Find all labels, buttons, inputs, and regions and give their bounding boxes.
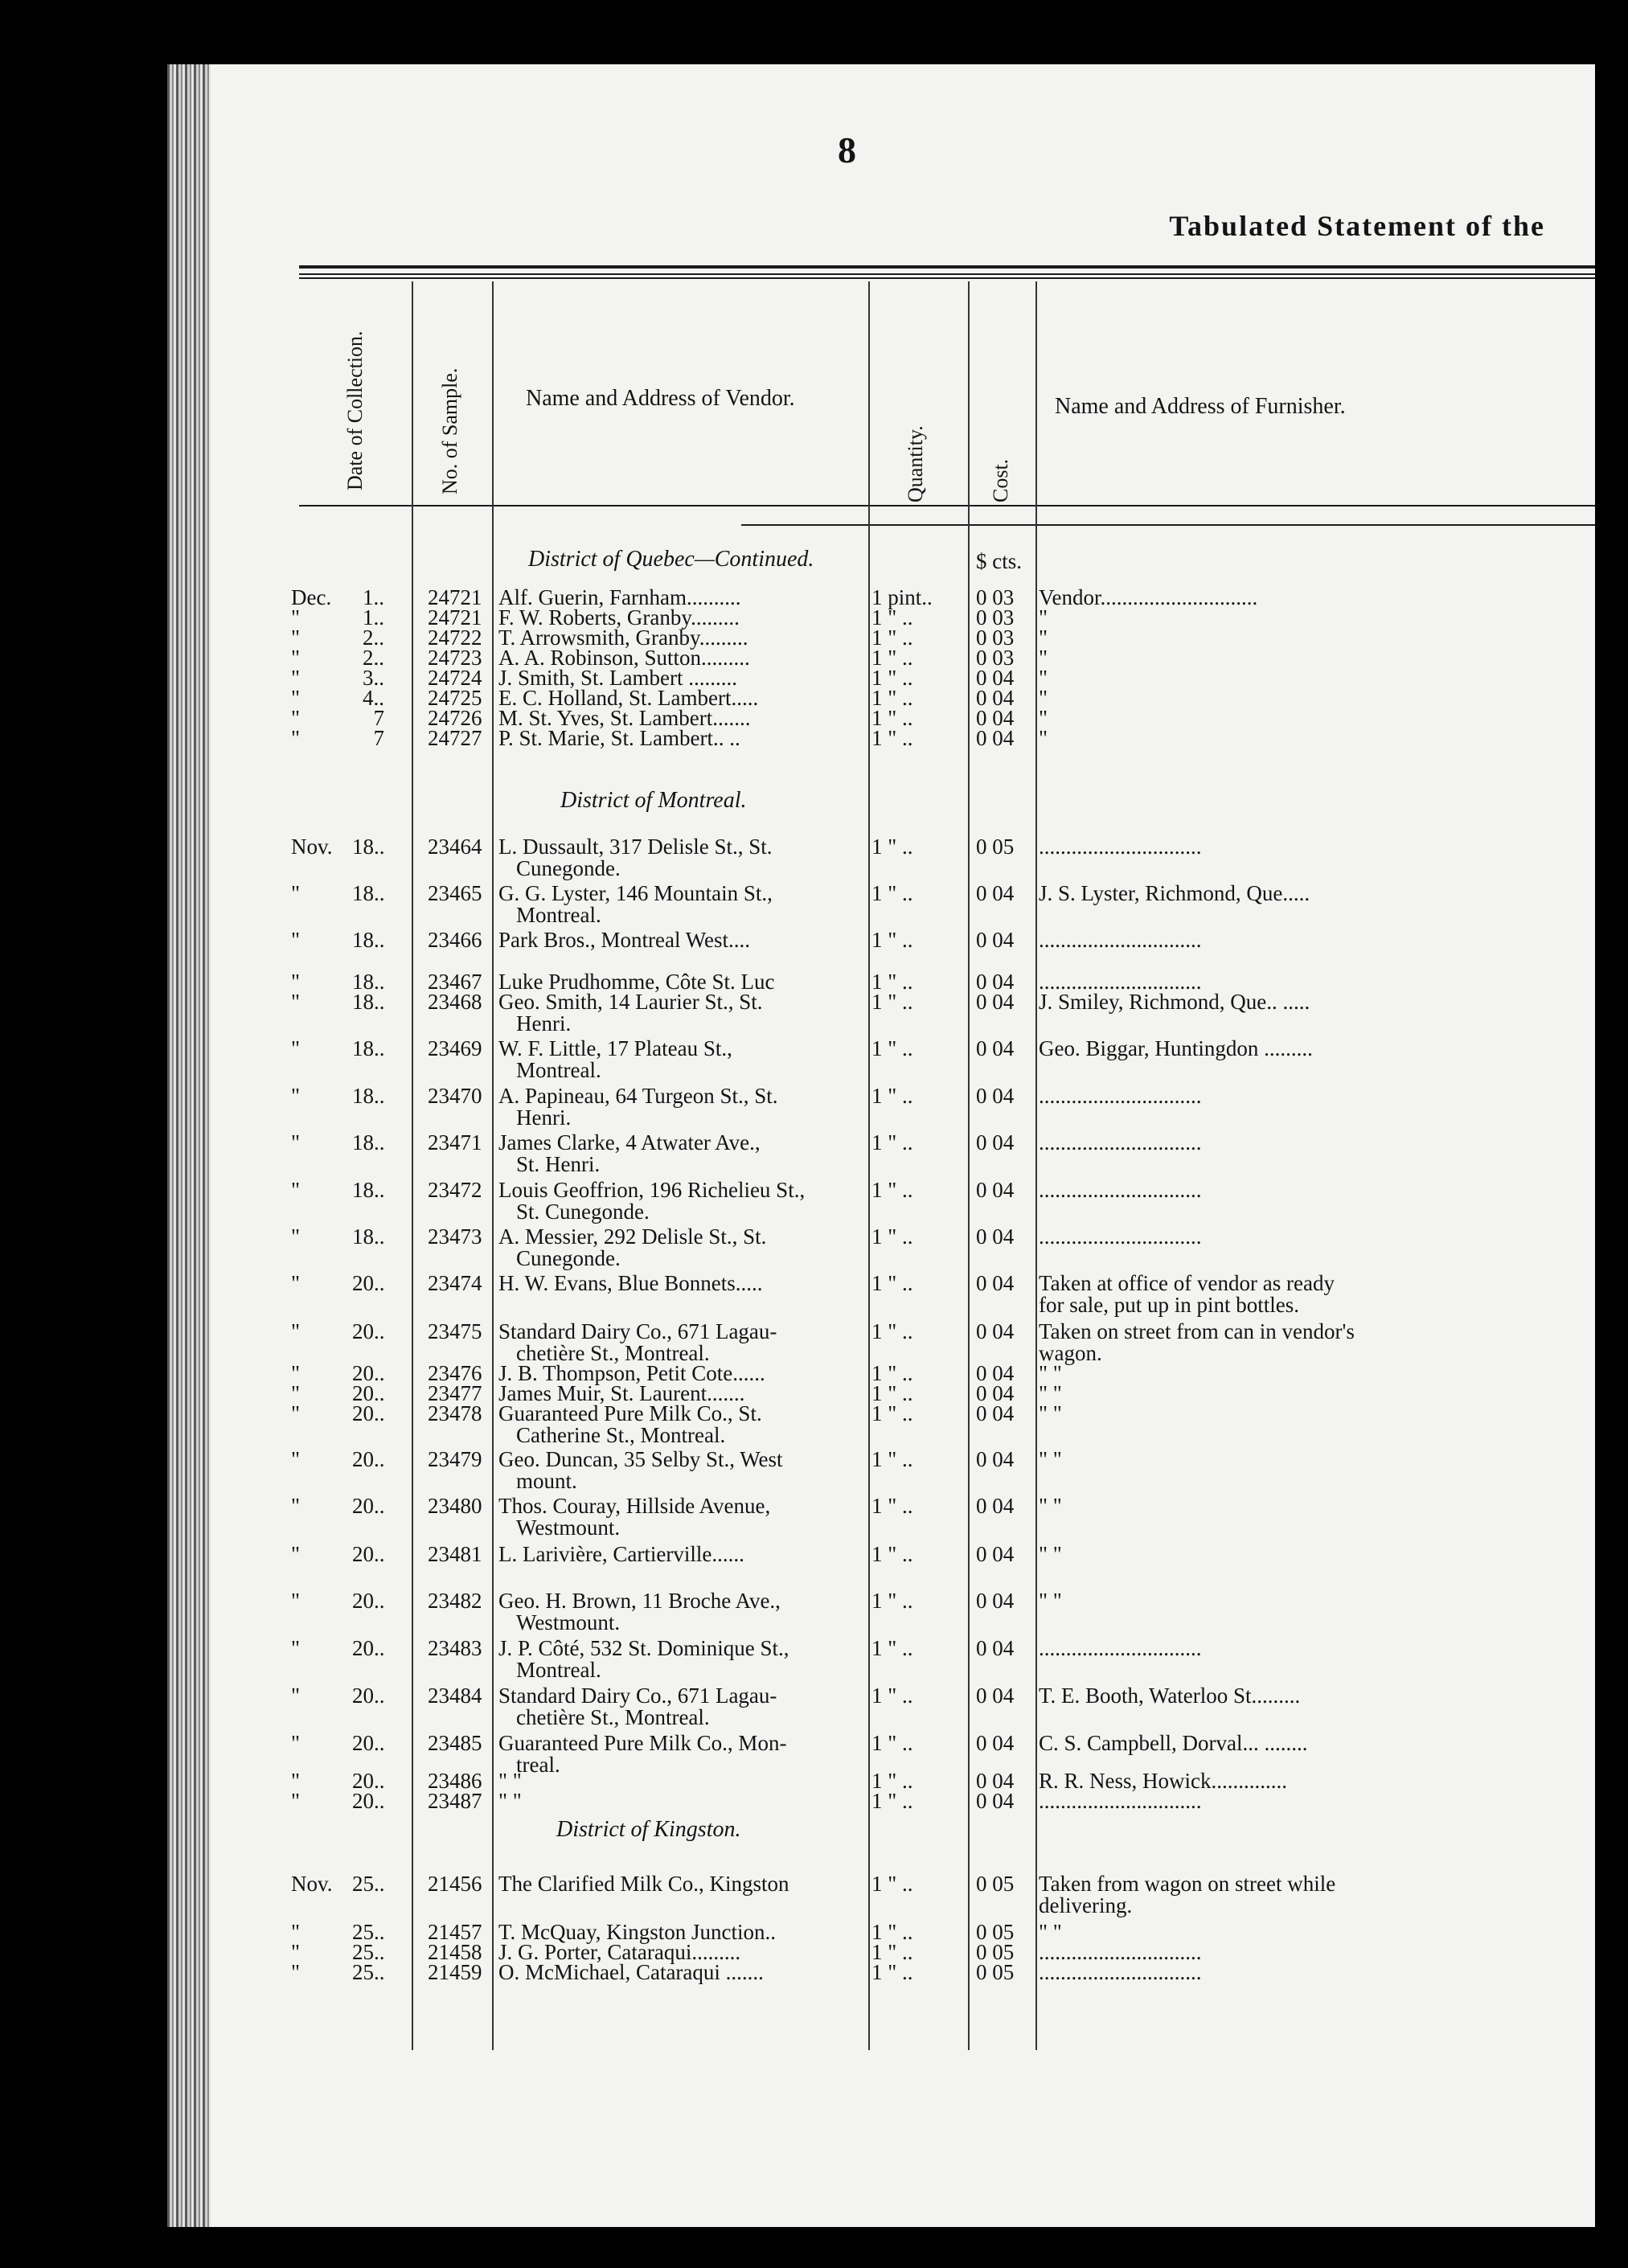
column-header-sample: No. of Sample. [438,367,461,494]
quantity: 1 " .. [871,1447,913,1471]
quantity: 1 " .. [871,1960,913,1984]
quantity: 1 " .. [871,605,913,630]
sample-number: 23478 [428,1401,482,1425]
furnisher-continued: for sale, put up in pint bottles. [1039,1293,1299,1317]
vendor-name: O. McMichael, Cataraqui ....... [498,1960,764,1984]
furnisher: Taken from wagon on street while [1039,1872,1336,1896]
cost: 0 04 [976,1271,1015,1295]
date-day: 18.. [352,835,385,859]
date-day: 20.. [352,1589,385,1613]
sample-number: 23487 [428,1789,482,1813]
sample-number: 24725 [428,686,482,710]
date-day: 25.. [352,1872,385,1896]
vendor-name: H. W. Evans, Blue Bonnets..... [498,1271,763,1295]
date-month: " [291,1960,301,1984]
vendor-name: J. B. Thompson, Petit Cote...... [498,1361,765,1385]
quantity: 1 " .. [871,928,913,952]
date-day: 20.. [352,1636,385,1660]
district-heading: District of Quebec—Continued. [528,547,814,572]
furnisher: .............................. [1039,835,1202,859]
date-day: 18.. [352,1130,385,1155]
sample-number: 23486 [428,1769,482,1793]
cost: 0 04 [976,726,1015,750]
date-day: 20.. [352,1684,385,1708]
sample-number: 23473 [428,1224,482,1249]
date-day: 20.. [352,1731,385,1755]
furnisher: .............................. [1039,1224,1202,1249]
vendor-name: Luke Prudhomme, Côte St. Luc [498,970,775,994]
quantity: 1 " .. [871,1036,913,1060]
date-day: 20.. [352,1361,385,1385]
vendor-name: Standard Dairy Co., 671 Lagau- [498,1684,777,1708]
date-day: 4.. [363,686,384,710]
date-month: " [291,1361,301,1385]
furnisher: T. E. Booth, Waterloo St......... [1039,1684,1301,1708]
quantity: 1 " .. [871,990,913,1014]
sample-number: 21458 [428,1940,482,1964]
quantity: 1 " .. [871,1872,913,1896]
sample-number: 23484 [428,1684,482,1708]
vendor-name: P. St. Marie, St. Lambert.. .. [498,726,740,750]
furnisher: .............................. [1039,1130,1202,1155]
furnisher: .............................. [1039,970,1202,994]
sample-number: 23464 [428,835,482,859]
date-day: 18.. [352,990,385,1014]
book-page-edges [167,64,215,2227]
sample-number: 24723 [428,646,482,670]
quantity: 1 " .. [871,1130,913,1155]
sample-number: 24727 [428,726,482,750]
date-month: " [291,1636,301,1660]
cost: 0 04 [976,706,1015,730]
date-day: 20.. [352,1319,385,1343]
furnisher: " " [1039,1542,1062,1566]
date-day: 7 [373,706,384,730]
vendor-name-continued: Henri. [516,1105,572,1130]
furnisher: " " [1039,1381,1062,1405]
furnisher: R. R. Ness, Howick.............. [1039,1769,1287,1793]
date-month: " [291,625,301,650]
date-month: " [291,1130,301,1155]
cost: 0 04 [976,1789,1015,1813]
date-month: Nov. [291,835,333,859]
vendor-name: A. Messier, 292 Delisle St., St. [498,1224,767,1249]
vendor-name-continued: treal. [516,1753,560,1777]
sample-number: 23467 [428,970,482,994]
furnisher: " [1039,686,1048,710]
cost: 0 05 [976,1940,1015,1964]
vendor-name: Geo. Duncan, 35 Selby St., West [498,1447,783,1471]
date-month: " [291,1789,301,1813]
sample-number: 24721 [428,585,482,609]
cost: 0 03 [976,605,1015,630]
vendor-name: The Clarified Milk Co., Kingston [498,1872,789,1896]
date-day: 20.. [352,1447,385,1471]
column-header-cost: Cost. [989,458,1012,502]
cost: 0 04 [976,990,1015,1014]
quantity: 1 " .. [871,1178,913,1202]
sample-number: 23468 [428,990,482,1014]
vendor-name-continued: Henri. [516,1011,572,1036]
quantity: 1 " .. [871,1940,913,1964]
column-header-furnisher: Name and Address of Furnisher. [1055,394,1346,419]
furnisher: " [1039,605,1048,630]
furnisher: " [1039,625,1048,650]
furnisher: C. S. Campbell, Dorval... ........ [1039,1731,1308,1755]
quantity: 1 pint.. [871,585,933,609]
date-day: 18.. [352,1224,385,1249]
cost: 0 04 [976,1494,1015,1518]
date-month: " [291,646,301,670]
vendor-name: J. G. Porter, Cataraqui......... [498,1940,741,1964]
cost: 0 05 [976,835,1015,859]
column-header-quantity: Quantity. [904,425,927,502]
date-day: 18.. [352,1178,385,1202]
date-day: 20.. [352,1271,385,1295]
vendor-name: A. Papineau, 64 Turgeon St., St. [498,1084,778,1108]
date-day: 7 [373,726,384,750]
vendor-name: L. Dussault, 317 Delisle St., St. [498,835,773,859]
furnisher: Taken at office of vendor as ready [1039,1271,1335,1295]
furnisher: " " [1039,1447,1062,1471]
date-month: " [291,1381,301,1405]
column-divider [412,281,413,2050]
column-divider [968,281,970,2050]
cost: 0 04 [976,1542,1015,1566]
date-day: 18.. [352,970,385,994]
date-month: " [291,1224,301,1249]
sample-number: 21456 [428,1872,482,1896]
cost: 0 03 [976,585,1015,609]
date-month: " [291,970,301,994]
vendor-name: Geo. Smith, 14 Laurier St., St. [498,990,763,1014]
vendor-name-continued: St. Henri. [516,1152,601,1176]
sample-number: 23474 [428,1271,482,1295]
vendor-name-continued: Westmount. [516,1610,621,1634]
cost: 0 04 [976,1036,1015,1060]
date-day: 20.. [352,1381,385,1405]
vendor-name-continued: Catherine St., Montreal. [516,1423,726,1447]
date-month: Nov. [291,1872,333,1896]
document-page [211,64,1595,2227]
quantity: 1 " .. [871,1769,913,1793]
furnisher-continued: delivering. [1039,1893,1133,1917]
vendor-name-continued: Montreal. [516,903,601,927]
vendor-name-continued: mount. [516,1469,577,1493]
vendor-name: G. G. Lyster, 146 Mountain St., [498,881,773,905]
vendor-name-continued: chetière St., Montreal. [516,1341,710,1365]
vendor-name: James Muir, St. Laurent....... [498,1381,745,1405]
date-month: " [291,605,301,630]
quantity: 1 " .. [871,1401,913,1425]
sample-number: 23469 [428,1036,482,1060]
vendor-name: Geo. H. Brown, 11 Broche Ave., [498,1589,781,1613]
quantity: 1 " .. [871,1636,913,1660]
date-day: 25.. [352,1940,385,1964]
cost: 0 04 [976,881,1015,905]
quantity: 1 " .. [871,1494,913,1518]
vendor-name: F. W. Roberts, Granby......... [498,605,740,630]
sample-number: 23476 [428,1361,482,1385]
furnisher: " " [1039,1401,1062,1425]
furnisher: .............................. [1039,1940,1202,1964]
column-divider [868,281,870,2050]
sample-number: 23485 [428,1731,482,1755]
vendor-name-continued: Westmount. [516,1515,621,1540]
top-rule [299,265,1595,269]
vendor-name-continued: St. Cunegonde. [516,1200,650,1224]
furnisher: " " [1039,1494,1062,1518]
cost: 0 04 [976,1447,1015,1471]
sample-number: 21459 [428,1960,482,1984]
quantity: 1 " .. [871,1084,913,1108]
cost: 0 04 [976,1084,1015,1108]
cost: 0 05 [976,1960,1015,1984]
vendor-name: Guaranteed Pure Milk Co., St. [498,1401,762,1425]
vendor-name-continued: Cunegonde. [516,1246,621,1270]
vendor-name: Louis Geoffrion, 196 Richelieu St., [498,1178,806,1202]
cost: 0 04 [976,1361,1015,1385]
cost: 0 04 [976,1684,1015,1708]
sample-number: 23465 [428,881,482,905]
vendor-name-continued: chetière St., Montreal. [516,1705,710,1729]
date-day: 25.. [352,1920,385,1944]
sample-number: 23482 [428,1589,482,1613]
vendor-name: T. McQuay, Kingston Junction.. [498,1920,776,1944]
quantity: 1 " .. [871,686,913,710]
cost: 0 04 [976,1636,1015,1660]
date-month: " [291,881,301,905]
date-month: " [291,1319,301,1343]
cost: 0 04 [976,1769,1015,1793]
cost: 0 05 [976,1920,1015,1944]
vendor-name: Guaranteed Pure Milk Co., Mon- [498,1731,787,1755]
furnisher-continued: wagon. [1039,1341,1102,1365]
date-day: 1.. [363,585,384,609]
cost: 0 04 [976,1130,1015,1155]
cost: 0 04 [976,928,1015,952]
quantity: 1 " .. [871,1589,913,1613]
date-day: 20.. [352,1789,385,1813]
furnisher: .............................. [1039,1178,1202,1202]
quantity: 1 " .. [871,1920,913,1944]
quantity: 1 " .. [871,1731,913,1755]
quantity: 1 " .. [871,666,913,690]
vendor-name-continued: Montreal. [516,1058,601,1082]
date-day: 2.. [363,646,384,670]
sample-number: 23475 [428,1319,482,1343]
vendor-name: J. Smith, St. Lambert ......... [498,666,737,690]
quantity: 1 " .. [871,970,913,994]
furnisher: " [1039,666,1048,690]
cost: 0 04 [976,970,1015,994]
sample-number: 23472 [428,1178,482,1202]
vendor-name: E. C. Holland, St. Lambert..... [498,686,759,710]
sample-number: 23481 [428,1542,482,1566]
vendor-name: Park Bros., Montreal West.... [498,928,751,952]
quantity: 1 " .. [871,1224,913,1249]
date-month: " [291,1920,301,1944]
quantity: 1 " .. [871,646,913,670]
furnisher: J. Smiley, Richmond, Que.. ..... [1039,990,1310,1014]
cost: 0 04 [976,1319,1015,1343]
sample-number: 23466 [428,928,482,952]
date-month: " [291,928,301,952]
date-day: 18.. [352,1036,385,1060]
cost: 0 04 [976,686,1015,710]
date-month: " [291,1940,301,1964]
date-month: Dec. [291,585,332,609]
column-header-date: Date of Collection. [343,330,367,490]
vendor-name: Alf. Guerin, Farnham.......... [498,585,741,609]
date-day: 25.. [352,1960,385,1984]
vendor-name: Thos. Couray, Hillside Avenue, [498,1494,771,1518]
date-month: " [291,1271,301,1295]
quantity: 1 " .. [871,1361,913,1385]
sample-number: 24722 [428,625,482,650]
date-day: 18.. [352,928,385,952]
date-day: 2.. [363,625,384,650]
date-month: " [291,686,301,710]
furnisher: " " [1039,1589,1062,1613]
vendor-name-continued: Montreal. [516,1658,601,1682]
sample-number: 23480 [428,1494,482,1518]
date-month: " [291,1542,301,1566]
page-number: 8 [838,129,856,170]
furnisher: .............................. [1039,1636,1202,1660]
vendor-name: T. Arrowsmith, Granby......... [498,625,748,650]
cost: 0 03 [976,646,1015,670]
date-month: " [291,1684,301,1708]
quantity: 1 " .. [871,625,913,650]
date-day: 20.. [352,1769,385,1793]
quantity: 1 " .. [871,706,913,730]
sample-number: 23483 [428,1636,482,1660]
date-month: " [291,1731,301,1755]
vendor-name: Standard Dairy Co., 671 Lagau- [498,1319,777,1343]
quantity: 1 " .. [871,1271,913,1295]
date-month: " [291,1178,301,1202]
furnisher: .............................. [1039,928,1202,952]
quantity: 1 " .. [871,1789,913,1813]
cost: 0 04 [976,1401,1015,1425]
vendor-name: James Clarke, 4 Atwater Ave., [498,1130,761,1155]
furnisher: " [1039,726,1048,750]
furnisher: " " [1039,1361,1062,1385]
column-header-vendor: Name and Address of Vendor. [526,386,795,411]
cost: 0 04 [976,1589,1015,1613]
date-month: " [291,1769,301,1793]
date-month: " [291,1589,301,1613]
furnisher: .............................. [1039,1084,1202,1108]
cost: 0 04 [976,666,1015,690]
date-day: 20.. [352,1542,385,1566]
date-day: 18.. [352,881,385,905]
furnisher: J. S. Lyster, Richmond, Que..... [1039,881,1310,905]
furnisher: .............................. [1039,1789,1202,1813]
furnisher: .............................. [1039,1960,1202,1984]
district-heading: District of Kingston. [556,1817,741,1842]
furnisher: " " [1039,1920,1062,1944]
vendor-name: J. P. Côté, 532 St. Dominique St., [498,1636,789,1660]
sample-number: 24724 [428,666,482,690]
furnisher: Vendor............................. [1039,585,1258,609]
quantity: 1 " .. [871,1542,913,1566]
date-month: " [291,706,301,730]
sample-number: 21457 [428,1920,482,1944]
vendor-name: A. A. Robinson, Sutton......... [498,646,750,670]
vendor-name: " " [498,1769,522,1793]
sample-number: 23471 [428,1130,482,1155]
cost: 0 05 [976,1872,1015,1896]
top-rule-thin [299,273,1595,275]
sample-number: 23470 [428,1084,482,1108]
top-rule-thin-2 [299,277,1595,279]
sample-number: 24721 [428,605,482,630]
quantity: 1 " .. [871,881,913,905]
cost: 0 04 [976,1178,1015,1202]
vendor-name: L. Larivière, Cartierville...... [498,1542,744,1566]
column-divider [492,281,494,2050]
vendor-name: W. F. Little, 17 Plateau St., [498,1036,732,1060]
date-month: " [291,1494,301,1518]
date-day: 1.. [363,605,384,630]
furnisher: " [1039,706,1048,730]
cost-unit: $ cts. [976,549,1022,573]
date-day: 3.. [363,666,384,690]
quantity: 1 " .. [871,1319,913,1343]
column-divider [1035,281,1037,2050]
furnisher: " [1039,646,1048,670]
quantity: 1 " .. [871,726,913,750]
cost: 0 04 [976,1224,1015,1249]
vendor-name-continued: Cunegonde. [516,856,621,880]
quantity: 1 " .. [871,1684,913,1708]
district-heading: District of Montreal. [560,788,747,813]
date-month: " [291,990,301,1014]
sample-number: 24726 [428,706,482,730]
date-month: " [291,1401,301,1425]
vendor-name: " " [498,1789,522,1813]
sample-number: 23477 [428,1381,482,1405]
cost: 0 03 [976,625,1015,650]
sample-number: 23479 [428,1447,482,1471]
cost: 0 04 [976,1381,1015,1405]
cost: 0 04 [976,1731,1015,1755]
page-header: Tabulated Statement of the [1169,210,1545,242]
date-day: 20.. [352,1494,385,1518]
date-month: " [291,726,301,750]
vendor-name: M. St. Yves, St. Lambert....... [498,706,751,730]
date-month: " [291,1447,301,1471]
quantity: 1 " .. [871,835,913,859]
furnisher: Geo. Biggar, Huntingdon ......... [1039,1036,1313,1060]
furnisher: Taken on street from can in vendor's [1039,1319,1355,1343]
date-month: " [291,1036,301,1060]
date-month: " [291,1084,301,1108]
date-day: 18.. [352,1084,385,1108]
date-month: " [291,666,301,690]
quantity: 1 " .. [871,1381,913,1405]
date-day: 20.. [352,1401,385,1425]
